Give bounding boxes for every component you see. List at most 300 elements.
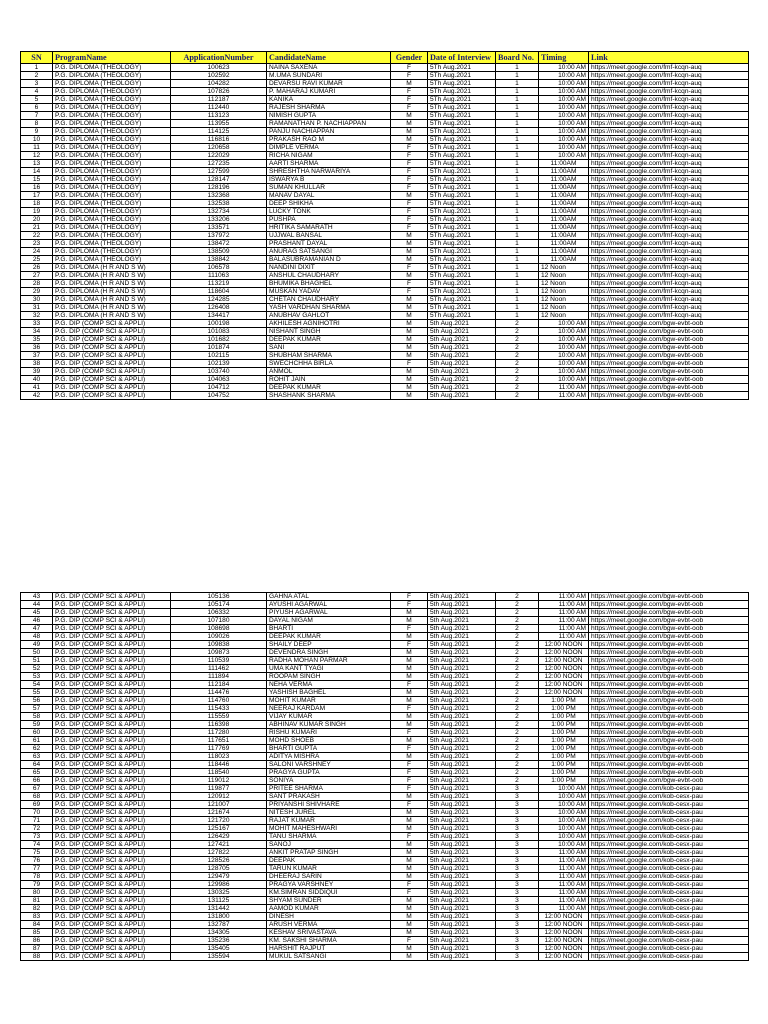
interview-date-cell: 5th Aug.2021: [428, 849, 496, 857]
link-cell[interactable]: https://meet.google.com/kob-cesx-pau: [589, 785, 749, 793]
application-number-cell: 107826: [171, 88, 267, 96]
link-cell[interactable]: https://meet.google.com/kob-cesx-pau: [589, 945, 749, 953]
application-number-cell: 101083: [171, 328, 267, 336]
link-cell[interactable]: https://meet.google.com/fmf-kcqn-auq: [589, 120, 749, 128]
application-number-cell: 119877: [171, 785, 267, 793]
board-no-cell: 1: [496, 232, 539, 240]
interview-date-cell: 5th Aug.2021: [428, 841, 496, 849]
board-no-cell: 3: [496, 841, 539, 849]
link-cell[interactable]: https://meet.google.com/fmf-kcqn-auq: [589, 280, 749, 288]
program-name-cell: P.G. DIP (COMP SCI & APPLI): [53, 729, 171, 737]
program-name-cell: P.G. DIPLOMA (THEOLOGY): [53, 176, 171, 184]
timing-cell: 1:00 PM: [539, 705, 589, 713]
gender-cell: F: [391, 833, 428, 841]
gender-cell: F: [391, 88, 428, 96]
link-cell[interactable]: https://meet.google.com/fmf-kcqn-auq: [589, 96, 749, 104]
sn-cell: 80: [21, 889, 53, 897]
timing-cell: 11:00AM: [539, 160, 589, 168]
program-name-cell: P.G. DIP (COMP SCI & APPLI): [53, 833, 171, 841]
board-no-cell: 2: [496, 761, 539, 769]
link-cell[interactable]: https://meet.google.com/kob-cesx-pau: [589, 801, 749, 809]
application-number-cell: 131800: [171, 913, 267, 921]
application-number-cell: 109873: [171, 649, 267, 657]
interview-date-cell: 5th Aug.2021: [428, 593, 496, 601]
board-no-cell: 2: [496, 633, 539, 641]
candidate-name-cell: SHAILY DEEP: [267, 641, 391, 649]
gender-cell: M: [391, 232, 428, 240]
table-row: [21, 689, 749, 697]
program-name-cell: P.G. DIP (COMP SCI & APPLI): [53, 641, 171, 649]
link-cell[interactable]: https://meet.google.com/bgw-evbt-oob: [589, 681, 749, 689]
link-cell[interactable]: https://meet.google.com/fmf-kcqn-auq: [589, 184, 749, 192]
program-name-cell: P.G. DIP (COMP SCI & APPLI): [53, 897, 171, 905]
link-cell[interactable]: https://meet.google.com/kob-cesx-pau: [589, 881, 749, 889]
link-cell[interactable]: https://meet.google.com/bgw-evbt-oob: [589, 721, 749, 729]
interview-date-cell: 5th Aug.2021: [428, 360, 496, 368]
interview-date-cell: 5th Aug.2021: [428, 649, 496, 657]
sn-cell: 84: [21, 921, 53, 929]
timing-cell: 1:00 PM: [539, 745, 589, 753]
board-no-cell: 3: [496, 793, 539, 801]
link-cell[interactable]: https://meet.google.com/fmf-kcqn-auq: [589, 104, 749, 112]
gender-cell: M: [391, 328, 428, 336]
table-row: [21, 905, 749, 913]
candidate-name-cell: LUCKY TONK: [267, 208, 391, 216]
sn-cell: 53: [21, 673, 53, 681]
link-cell[interactable]: https://meet.google.com/bgw-evbt-oob: [589, 745, 749, 753]
application-number-cell: 106332: [171, 609, 267, 617]
interview-date-cell: 5th Aug.2021: [428, 721, 496, 729]
candidate-name-cell: PRAKASH RAO M: [267, 136, 391, 144]
gender-cell: M: [391, 136, 428, 144]
gender-cell: M: [391, 320, 428, 328]
table-row: [21, 737, 749, 745]
link-cell[interactable]: https://meet.google.com/fmf-kcqn-auq: [589, 176, 749, 184]
link-cell[interactable]: https://meet.google.com/bgw-evbt-oob: [589, 753, 749, 761]
program-name-cell: P.G. DIPLOMA (H R AND S W): [53, 312, 171, 320]
sn-cell: 63: [21, 753, 53, 761]
timing-cell: 12:00 NOON: [539, 913, 589, 921]
application-number-cell: 114125: [171, 128, 267, 136]
link-cell[interactable]: https://meet.google.com/kob-cesx-pau: [589, 953, 749, 961]
application-number-cell: 121674: [171, 809, 267, 817]
interview-date-cell: 5th Aug.2021: [428, 633, 496, 641]
link-cell[interactable]: https://meet.google.com/bgw-evbt-oob: [589, 352, 749, 360]
timing-cell: 10:00 AM: [539, 96, 589, 104]
interview-date-cell: 5th Aug.2021: [428, 344, 496, 352]
board-no-cell: 2: [496, 328, 539, 336]
program-name-cell: P.G. DIPLOMA (THEOLOGY): [53, 96, 171, 104]
timing-cell: 11:00AM: [539, 256, 589, 264]
table-row: [21, 112, 749, 120]
link-cell[interactable]: https://meet.google.com/fmf-kcqn-auq: [589, 200, 749, 208]
timing-cell: 10:00 AM: [539, 785, 589, 793]
program-name-cell: P.G. DIP (COMP SCI & APPLI): [53, 889, 171, 897]
link-cell[interactable]: https://meet.google.com/kob-cesx-pau: [589, 825, 749, 833]
interview-date-cell: 5th Aug.2021: [428, 673, 496, 681]
board-no-cell: 2: [496, 713, 539, 721]
link-cell[interactable]: https://meet.google.com/fmf-kcqn-auq: [589, 232, 749, 240]
gender-cell: F: [391, 72, 428, 80]
gender-cell: M: [391, 825, 428, 833]
link-cell[interactable]: https://meet.google.com/bgw-evbt-oob: [589, 392, 749, 400]
link-cell[interactable]: https://meet.google.com/fmf-kcqn-auq: [589, 216, 749, 224]
gender-cell: M: [391, 296, 428, 304]
link-cell[interactable]: https://meet.google.com/bgw-evbt-oob: [589, 729, 749, 737]
timing-cell: 11:00 AM: [539, 849, 589, 857]
candidate-name-cell: ROHIT JAIN: [267, 376, 391, 384]
gender-cell: F: [391, 288, 428, 296]
link-cell[interactable]: https://meet.google.com/bgw-evbt-oob: [589, 633, 749, 641]
link-cell[interactable]: https://meet.google.com/bgw-evbt-oob: [589, 625, 749, 633]
link-cell[interactable]: https://meet.google.com/bgw-evbt-oob: [589, 593, 749, 601]
header-board-no: Board No.: [496, 52, 539, 64]
timing-cell: 11:00AM: [539, 224, 589, 232]
program-name-cell: P.G. DIP (COMP SCI & APPLI): [53, 360, 171, 368]
link-cell[interactable]: https://meet.google.com/fmf-kcqn-auq: [589, 128, 749, 136]
candidate-name-cell: DEEPAK KUMAR: [267, 336, 391, 344]
link-cell[interactable]: https://meet.google.com/fmf-kcqn-auq: [589, 160, 749, 168]
link-cell[interactable]: https://meet.google.com/fmf-kcqn-auq: [589, 256, 749, 264]
timing-cell: 10:00 AM: [539, 833, 589, 841]
link-cell[interactable]: https://meet.google.com/bgw-evbt-oob: [589, 360, 749, 368]
board-no-cell: 2: [496, 352, 539, 360]
gender-cell: M: [391, 905, 428, 913]
application-number-cell: 128526: [171, 857, 267, 865]
table-row: [21, 921, 749, 929]
table-row: [21, 352, 749, 360]
link-cell[interactable]: https://meet.google.com/fmf-kcqn-auq: [589, 208, 749, 216]
sn-cell: 69: [21, 801, 53, 809]
application-number-cell: 121720: [171, 817, 267, 825]
gender-cell: F: [391, 144, 428, 152]
application-number-cell: 108698: [171, 625, 267, 633]
sn-cell: 64: [21, 761, 53, 769]
table-row: [21, 152, 749, 160]
program-name-cell: P.G. DIP (COMP SCI & APPLI): [53, 320, 171, 328]
table-row: [21, 120, 749, 128]
link-cell[interactable]: https://meet.google.com/kob-cesx-pau: [589, 937, 749, 945]
candidate-name-cell: KM.SIMRAN SIDDIQUI: [267, 889, 391, 897]
link-cell[interactable]: https://meet.google.com/fmf-kcqn-auq: [589, 248, 749, 256]
link-cell[interactable]: https://meet.google.com/kob-cesx-pau: [589, 929, 749, 937]
link-cell[interactable]: https://meet.google.com/fmf-kcqn-auq: [589, 80, 749, 88]
gender-cell: M: [391, 793, 428, 801]
interview-date-cell: 5Th Aug.2021: [428, 248, 496, 256]
gender-cell: M: [391, 392, 428, 400]
link-cell[interactable]: https://meet.google.com/fmf-kcqn-auq: [589, 192, 749, 200]
link-cell[interactable]: https://meet.google.com/kob-cesx-pau: [589, 817, 749, 825]
application-number-cell: 122029: [171, 152, 267, 160]
program-name-cell: P.G. DIPLOMA (THEOLOGY): [53, 88, 171, 96]
link-cell[interactable]: https://meet.google.com/bgw-evbt-oob: [589, 761, 749, 769]
program-name-cell: P.G. DIPLOMA (THEOLOGY): [53, 200, 171, 208]
board-no-cell: 2: [496, 753, 539, 761]
link-cell[interactable]: https://meet.google.com/fmf-kcqn-auq: [589, 64, 749, 72]
link-cell[interactable]: https://meet.google.com/bgw-evbt-oob: [589, 601, 749, 609]
timing-cell: 10:00 AM: [539, 825, 589, 833]
application-number-cell: 100198: [171, 320, 267, 328]
link-cell[interactable]: https://meet.google.com/fmf-kcqn-auq: [589, 144, 749, 152]
link-cell[interactable]: https://meet.google.com/fmf-kcqn-auq: [589, 288, 749, 296]
board-no-cell: 2: [496, 384, 539, 392]
sn-cell: 12: [21, 152, 53, 160]
sn-cell: 39: [21, 368, 53, 376]
link-cell[interactable]: https://meet.google.com/bgw-evbt-oob: [589, 368, 749, 376]
program-name-cell: P.G. DIP (COMP SCI & APPLI): [53, 344, 171, 352]
link-cell[interactable]: https://meet.google.com/fmf-kcqn-auq: [589, 168, 749, 176]
timing-cell: 10:00 AM: [539, 72, 589, 80]
link-cell[interactable]: https://meet.google.com/fmf-kcqn-auq: [589, 304, 749, 312]
gender-cell: F: [391, 224, 428, 232]
timing-cell: 10:00 AM: [539, 144, 589, 152]
board-no-cell: 2: [496, 769, 539, 777]
board-no-cell: 3: [496, 897, 539, 905]
link-cell[interactable]: https://meet.google.com/fmf-kcqn-auq: [589, 240, 749, 248]
sn-cell: 21: [21, 224, 53, 232]
interview-date-cell: 5th Aug.2021: [428, 352, 496, 360]
application-number-cell: 129479: [171, 873, 267, 881]
timing-cell: 12 Noon: [539, 264, 589, 272]
link-cell[interactable]: https://meet.google.com/fmf-kcqn-auq: [589, 312, 749, 320]
timing-cell: 10:00 AM: [539, 360, 589, 368]
link-cell[interactable]: https://meet.google.com/fmf-kcqn-auq: [589, 296, 749, 304]
gender-cell: M: [391, 921, 428, 929]
sn-cell: 19: [21, 208, 53, 216]
link-cell[interactable]: https://meet.google.com/kob-cesx-pau: [589, 865, 749, 873]
sn-cell: 67: [21, 785, 53, 793]
interview-date-cell: 5th Aug.2021: [428, 817, 496, 825]
interview-date-cell: 5th Aug.2021: [428, 641, 496, 649]
link-cell[interactable]: https://meet.google.com/fmf-kcqn-auq: [589, 152, 749, 160]
timing-cell: 10:00 AM: [539, 793, 589, 801]
link-cell[interactable]: https://meet.google.com/fmf-kcqn-auq: [589, 88, 749, 96]
gender-cell: F: [391, 64, 428, 72]
interview-date-cell: 5th Aug.2021: [428, 761, 496, 769]
link-cell[interactable]: https://meet.google.com/bgw-evbt-oob: [589, 737, 749, 745]
interview-date-cell: 5th Aug.2021: [428, 625, 496, 633]
link-cell[interactable]: https://meet.google.com/kob-cesx-pau: [589, 921, 749, 929]
program-name-cell: P.G. DIP (COMP SCI & APPLI): [53, 609, 171, 617]
timing-cell: 1:00 PM: [539, 729, 589, 737]
timing-cell: 12 Noon: [539, 280, 589, 288]
sn-cell: 40: [21, 376, 53, 384]
table-row: [21, 817, 749, 825]
board-no-cell: 2: [496, 392, 539, 400]
link-cell[interactable]: https://meet.google.com/fmf-kcqn-auq: [589, 72, 749, 80]
gender-cell: M: [391, 697, 428, 705]
candidate-name-cell: P. MAHARAJ KUMARI: [267, 88, 391, 96]
gender-cell: F: [391, 761, 428, 769]
sn-cell: 83: [21, 913, 53, 921]
gender-cell: M: [391, 649, 428, 657]
link-cell[interactable]: https://meet.google.com/bgw-evbt-oob: [589, 649, 749, 657]
timing-cell: 12:00 NOON: [539, 681, 589, 689]
link-cell[interactable]: https://meet.google.com/fmf-kcqn-auq: [589, 112, 749, 120]
link-cell[interactable]: https://meet.google.com/kob-cesx-pau: [589, 841, 749, 849]
program-name-cell: P.G. DIP (COMP SCI & APPLI): [53, 865, 171, 873]
gender-cell: M: [391, 192, 428, 200]
table-row: [21, 785, 749, 793]
link-cell[interactable]: https://meet.google.com/kob-cesx-pau: [589, 793, 749, 801]
link-cell[interactable]: https://meet.google.com/bgw-evbt-oob: [589, 384, 749, 392]
link-cell[interactable]: https://meet.google.com/bgw-evbt-oob: [589, 336, 749, 344]
gender-cell: M: [391, 368, 428, 376]
application-number-cell: 132538: [171, 200, 267, 208]
link-cell[interactable]: https://meet.google.com/fmf-kcqn-auq: [589, 272, 749, 280]
table-row: [21, 72, 749, 80]
timing-cell: 12 Noon: [539, 296, 589, 304]
board-no-cell: 1: [496, 248, 539, 256]
candidate-name-cell: SANOJ: [267, 841, 391, 849]
link-cell[interactable]: https://meet.google.com/bgw-evbt-oob: [589, 697, 749, 705]
link-cell[interactable]: https://meet.google.com/kob-cesx-pau: [589, 897, 749, 905]
sn-cell: 70: [21, 809, 53, 817]
link-cell[interactable]: https://meet.google.com/bgw-evbt-oob: [589, 344, 749, 352]
sn-cell: 61: [21, 737, 53, 745]
link-cell[interactable]: https://meet.google.com/bgw-evbt-oob: [589, 689, 749, 697]
interview-date-cell: 5th Aug.2021: [428, 601, 496, 609]
candidate-name-cell: DAYAL NIGAM: [267, 617, 391, 625]
application-number-cell: 102115: [171, 352, 267, 360]
candidate-name-cell: ISWARYA B: [267, 176, 391, 184]
link-cell[interactable]: https://meet.google.com/bgw-evbt-oob: [589, 641, 749, 649]
program-name-cell: P.G. DIP (COMP SCI & APPLI): [53, 921, 171, 929]
interview-date-cell: 5th Aug.2021: [428, 785, 496, 793]
board-no-cell: 1: [496, 240, 539, 248]
application-number-cell: 105136: [171, 593, 267, 601]
link-cell[interactable]: https://meet.google.com/fmf-kcqn-auq: [589, 264, 749, 272]
board-no-cell: 3: [496, 865, 539, 873]
program-name-cell: P.G. DIP (COMP SCI & APPLI): [53, 913, 171, 921]
sn-cell: 31: [21, 304, 53, 312]
table-row: [21, 88, 749, 96]
candidate-name-cell: DEEPAK: [267, 857, 391, 865]
table-row: [21, 793, 749, 801]
link-cell[interactable]: https://meet.google.com/kob-cesx-pau: [589, 889, 749, 897]
application-number-cell: 129986: [171, 881, 267, 889]
table-row: [21, 705, 749, 713]
candidate-name-cell: ANKIT PRATAP SINGH: [267, 849, 391, 857]
board-no-cell: 2: [496, 745, 539, 753]
link-cell[interactable]: https://meet.google.com/kob-cesx-pau: [589, 905, 749, 913]
sn-cell: 30: [21, 296, 53, 304]
candidate-name-cell: SONIYA: [267, 777, 391, 785]
table-row: [21, 336, 749, 344]
program-name-cell: P.G. DIP (COMP SCI & APPLI): [53, 336, 171, 344]
timing-cell: 10:00 AM: [539, 120, 589, 128]
link-cell[interactable]: https://meet.google.com/bgw-evbt-oob: [589, 769, 749, 777]
link-cell[interactable]: https://meet.google.com/bgw-evbt-oob: [589, 657, 749, 665]
application-number-cell: 120658: [171, 144, 267, 152]
gender-cell: F: [391, 729, 428, 737]
board-no-cell: 2: [496, 657, 539, 665]
gender-cell: M: [391, 633, 428, 641]
link-cell[interactable]: https://meet.google.com/bgw-evbt-oob: [589, 705, 749, 713]
sn-cell: 10: [21, 136, 53, 144]
application-number-cell: 107180: [171, 617, 267, 625]
application-number-cell: 101874: [171, 344, 267, 352]
program-name-cell: P.G. DIPLOMA (THEOLOGY): [53, 136, 171, 144]
link-cell[interactable]: https://meet.google.com/bgw-evbt-oob: [589, 673, 749, 681]
sn-cell: 23: [21, 240, 53, 248]
table-row: [21, 184, 749, 192]
candidate-name-cell: YASH VARDHAN SHARMA: [267, 304, 391, 312]
timing-cell: 12:00 NOON: [539, 665, 589, 673]
gender-cell: M: [391, 865, 428, 873]
link-cell[interactable]: https://meet.google.com/bgw-evbt-oob: [589, 328, 749, 336]
interview-date-cell: 5th Aug.2021: [428, 729, 496, 737]
link-cell[interactable]: https://meet.google.com/bgw-evbt-oob: [589, 609, 749, 617]
sn-cell: 74: [21, 841, 53, 849]
sn-cell: 16: [21, 184, 53, 192]
interview-date-cell: 5Th Aug.2021: [428, 96, 496, 104]
link-cell[interactable]: https://meet.google.com/bgw-evbt-oob: [589, 617, 749, 625]
program-name-cell: P.G. DIPLOMA (H R AND S W): [53, 264, 171, 272]
header-gender: Gender: [391, 52, 428, 64]
timing-cell: 10:00 AM: [539, 809, 589, 817]
candidate-name-cell: KESHAV SRIVASTAVA: [267, 929, 391, 937]
interview-date-cell: 5th Aug.2021: [428, 657, 496, 665]
interview-date-cell: 5Th Aug.2021: [428, 304, 496, 312]
table-row: [21, 256, 749, 264]
board-no-cell: 2: [496, 673, 539, 681]
interview-date-cell: 5th Aug.2021: [428, 929, 496, 937]
program-name-cell: P.G. DIP (COMP SCI & APPLI): [53, 328, 171, 336]
program-name-cell: P.G. DIPLOMA (THEOLOGY): [53, 184, 171, 192]
gender-cell: M: [391, 248, 428, 256]
link-cell[interactable]: https://meet.google.com/fmf-kcqn-auq: [589, 224, 749, 232]
gender-cell: M: [391, 344, 428, 352]
program-name-cell: P.G. DIP (COMP SCI & APPLI): [53, 753, 171, 761]
link-cell[interactable]: https://meet.google.com/kob-cesx-pau: [589, 873, 749, 881]
program-name-cell: P.G. DIP (COMP SCI & APPLI): [53, 368, 171, 376]
candidate-name-cell: PRITEE SHARMA: [267, 785, 391, 793]
program-name-cell: P.G. DIP (COMP SCI & APPLI): [53, 689, 171, 697]
link-cell[interactable]: https://meet.google.com/fmf-kcqn-auq: [589, 136, 749, 144]
sn-cell: 13: [21, 160, 53, 168]
link-cell[interactable]: https://meet.google.com/kob-cesx-pau: [589, 913, 749, 921]
link-cell[interactable]: https://meet.google.com/kob-cesx-pau: [589, 809, 749, 817]
interview-date-cell: 5Th Aug.2021: [428, 104, 496, 112]
timing-cell: 11:00 AM: [539, 392, 589, 400]
link-cell[interactable]: https://meet.google.com/bgw-evbt-oob: [589, 713, 749, 721]
interview-date-cell: 5Th Aug.2021: [428, 216, 496, 224]
link-cell[interactable]: https://meet.google.com/bgw-evbt-oob: [589, 320, 749, 328]
link-cell[interactable]: https://meet.google.com/kob-cesx-pau: [589, 857, 749, 865]
header-candidate-name: CandidateName: [267, 52, 391, 64]
link-cell[interactable]: https://meet.google.com/kob-cesx-pau: [589, 833, 749, 841]
timing-cell: 10:00 AM: [539, 80, 589, 88]
link-cell[interactable]: https://meet.google.com/kob-cesx-pau: [589, 849, 749, 857]
link-cell[interactable]: https://meet.google.com/bgw-evbt-oob: [589, 777, 749, 785]
application-number-cell: 111462: [171, 665, 267, 673]
candidate-name-cell: DIMPLE VERMA: [267, 144, 391, 152]
application-number-cell: 124285: [171, 296, 267, 304]
interview-date-cell: 5th Aug.2021: [428, 889, 496, 897]
link-cell[interactable]: https://meet.google.com/bgw-evbt-oob: [589, 665, 749, 673]
table-row: [21, 240, 749, 248]
candidate-name-cell: KANIKA: [267, 96, 391, 104]
application-number-cell: 132734: [171, 208, 267, 216]
application-number-cell: 100623: [171, 64, 267, 72]
link-cell[interactable]: https://meet.google.com/bgw-evbt-oob: [589, 376, 749, 384]
timing-cell: 12:00 NOON: [539, 953, 589, 961]
timing-cell: 1:00 PM: [539, 697, 589, 705]
application-number-cell: 120912: [171, 793, 267, 801]
timing-cell: 12 Noon: [539, 288, 589, 296]
interview-date-cell: 5Th Aug.2021: [428, 208, 496, 216]
